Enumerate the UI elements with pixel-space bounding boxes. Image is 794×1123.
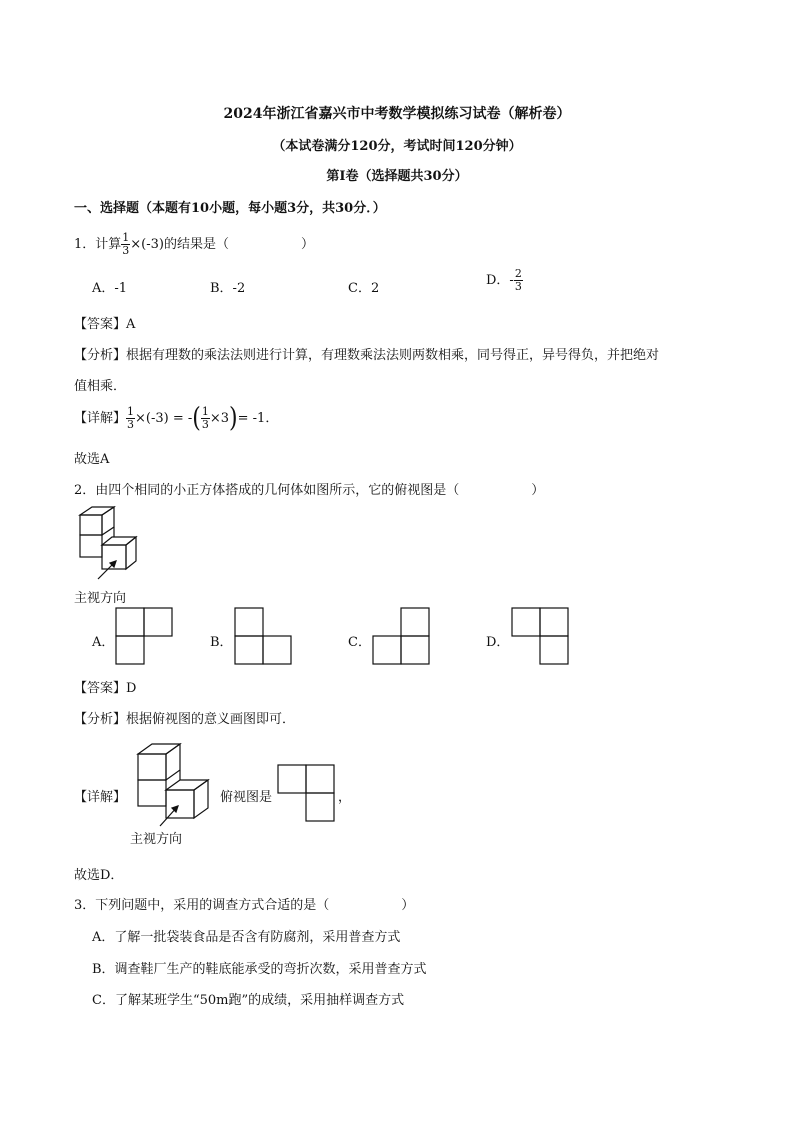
option-d-prefix: D．- <box>486 273 514 288</box>
fraction-numerator: 1 <box>127 405 135 418</box>
detail-top-view <box>278 765 338 825</box>
detail-comma: ， <box>338 790 352 805</box>
fraction-denominator: 3 <box>122 244 130 257</box>
fraction-denominator: 3 <box>201 418 209 431</box>
detail-fraction-2 <box>201 406 210 431</box>
question-3-stem-text: 3．下列问题中，采用的调查方式合适的是（ <box>74 898 330 913</box>
document-title: 2024年浙江省嘉兴市中考数学模拟练习试卷（解析卷） <box>223 106 571 122</box>
question-2-option-d: D． <box>486 635 510 650</box>
option-a-top-view <box>116 608 176 668</box>
question-3-option-b: B．调查鞋厂生产的鞋底能承受的弯折次数，采用普查方式 <box>92 962 427 977</box>
fraction-denominator: 3 <box>514 280 522 293</box>
detail-expression-a: ×(-3) = - <box>135 411 193 426</box>
option-b-top-view <box>235 608 295 668</box>
question-1-expression: ×(-3) <box>130 237 164 252</box>
question-1-option-c: C．2 <box>348 281 380 296</box>
question-2-close: ） <box>531 483 545 498</box>
question-1-option-b: B．-2 <box>210 281 246 296</box>
question-1-detail <box>74 402 279 434</box>
fraction-denominator: 3 <box>127 418 135 431</box>
detail-view-direction-label: 主视方向 <box>130 832 183 847</box>
question-2-option-a: A． <box>92 635 115 650</box>
question-3-option-c: C．了解某班学生“50m跑”的成绩，采用抽样调查方式 <box>92 993 405 1008</box>
detail-expression-c: = -1． <box>237 411 279 426</box>
detail-cube-stack-figure <box>134 740 224 830</box>
fraction-numerator: 1 <box>201 405 209 418</box>
question-3-stem <box>74 894 414 913</box>
question-1-option-a: A．-1 <box>92 281 128 296</box>
question-2-stem-text: 2．由四个相同的小正方体搭成的几何体如图所示，它的俯视图是（ <box>74 483 460 498</box>
left-paren: ( <box>192 402 201 434</box>
question-1-prefix: 1．计算 <box>74 237 122 252</box>
view-direction-label: 主视方向 <box>74 591 127 606</box>
question-1-answer: 【答案】A <box>74 317 136 332</box>
option-d-top-view <box>512 608 572 668</box>
question-2-answer: 【答案】D <box>74 681 137 696</box>
fraction-numerator: 1 <box>122 231 130 244</box>
cube-stack-figure <box>74 505 154 585</box>
question-2-stem <box>74 479 544 498</box>
right-paren: ) <box>229 402 238 434</box>
question-2-analysis: 【分析】根据俯视图的意义画图即可． <box>74 712 296 727</box>
detail-expression-b: ×3 <box>209 411 230 426</box>
document-subtitle: （本试卷满分120分，考试时间120分钟） <box>272 139 522 154</box>
question-2-conclusion: 故选D． <box>74 868 124 883</box>
question-1-stem <box>74 232 314 257</box>
question-2-detail-label: 【详解】 <box>74 790 127 805</box>
option-d-fraction <box>514 268 523 293</box>
fraction-numerator: 2 <box>514 267 522 280</box>
detail-top-view-text: 俯视图是 <box>220 790 273 805</box>
question-1-analysis-line-2: 值相乘． <box>74 379 127 394</box>
question-1-option-d <box>486 268 523 293</box>
part-title: 第Ⅰ卷（选择题共30分） <box>326 169 468 184</box>
detail-fraction-1 <box>126 406 135 431</box>
question-2-option-c: C． <box>348 635 371 650</box>
question-1-analysis-line-1: 【分析】根据有理数的乘法法则进行计算，有理数乘法法则两数相乘，同号得正，异号得负，并把绝对 <box>74 348 660 363</box>
detail-label: 【详解】 <box>74 411 127 426</box>
question-1-suffix: 的结果是（ <box>163 237 229 252</box>
option-c-top-view <box>373 608 433 668</box>
question-2-option-b: B． <box>210 635 233 650</box>
question-3-close: ） <box>401 898 415 913</box>
question-3-option-a: A．了解一批袋装食品是否含有防腐剂，采用普查方式 <box>92 930 401 945</box>
question-1-conclusion: 故选A <box>74 452 110 467</box>
question-1-fraction <box>121 232 130 257</box>
section-heading: 一、选择题（本题有10小题，每小题3分，共30分．） <box>74 201 386 216</box>
question-1-close: ） <box>301 237 315 252</box>
